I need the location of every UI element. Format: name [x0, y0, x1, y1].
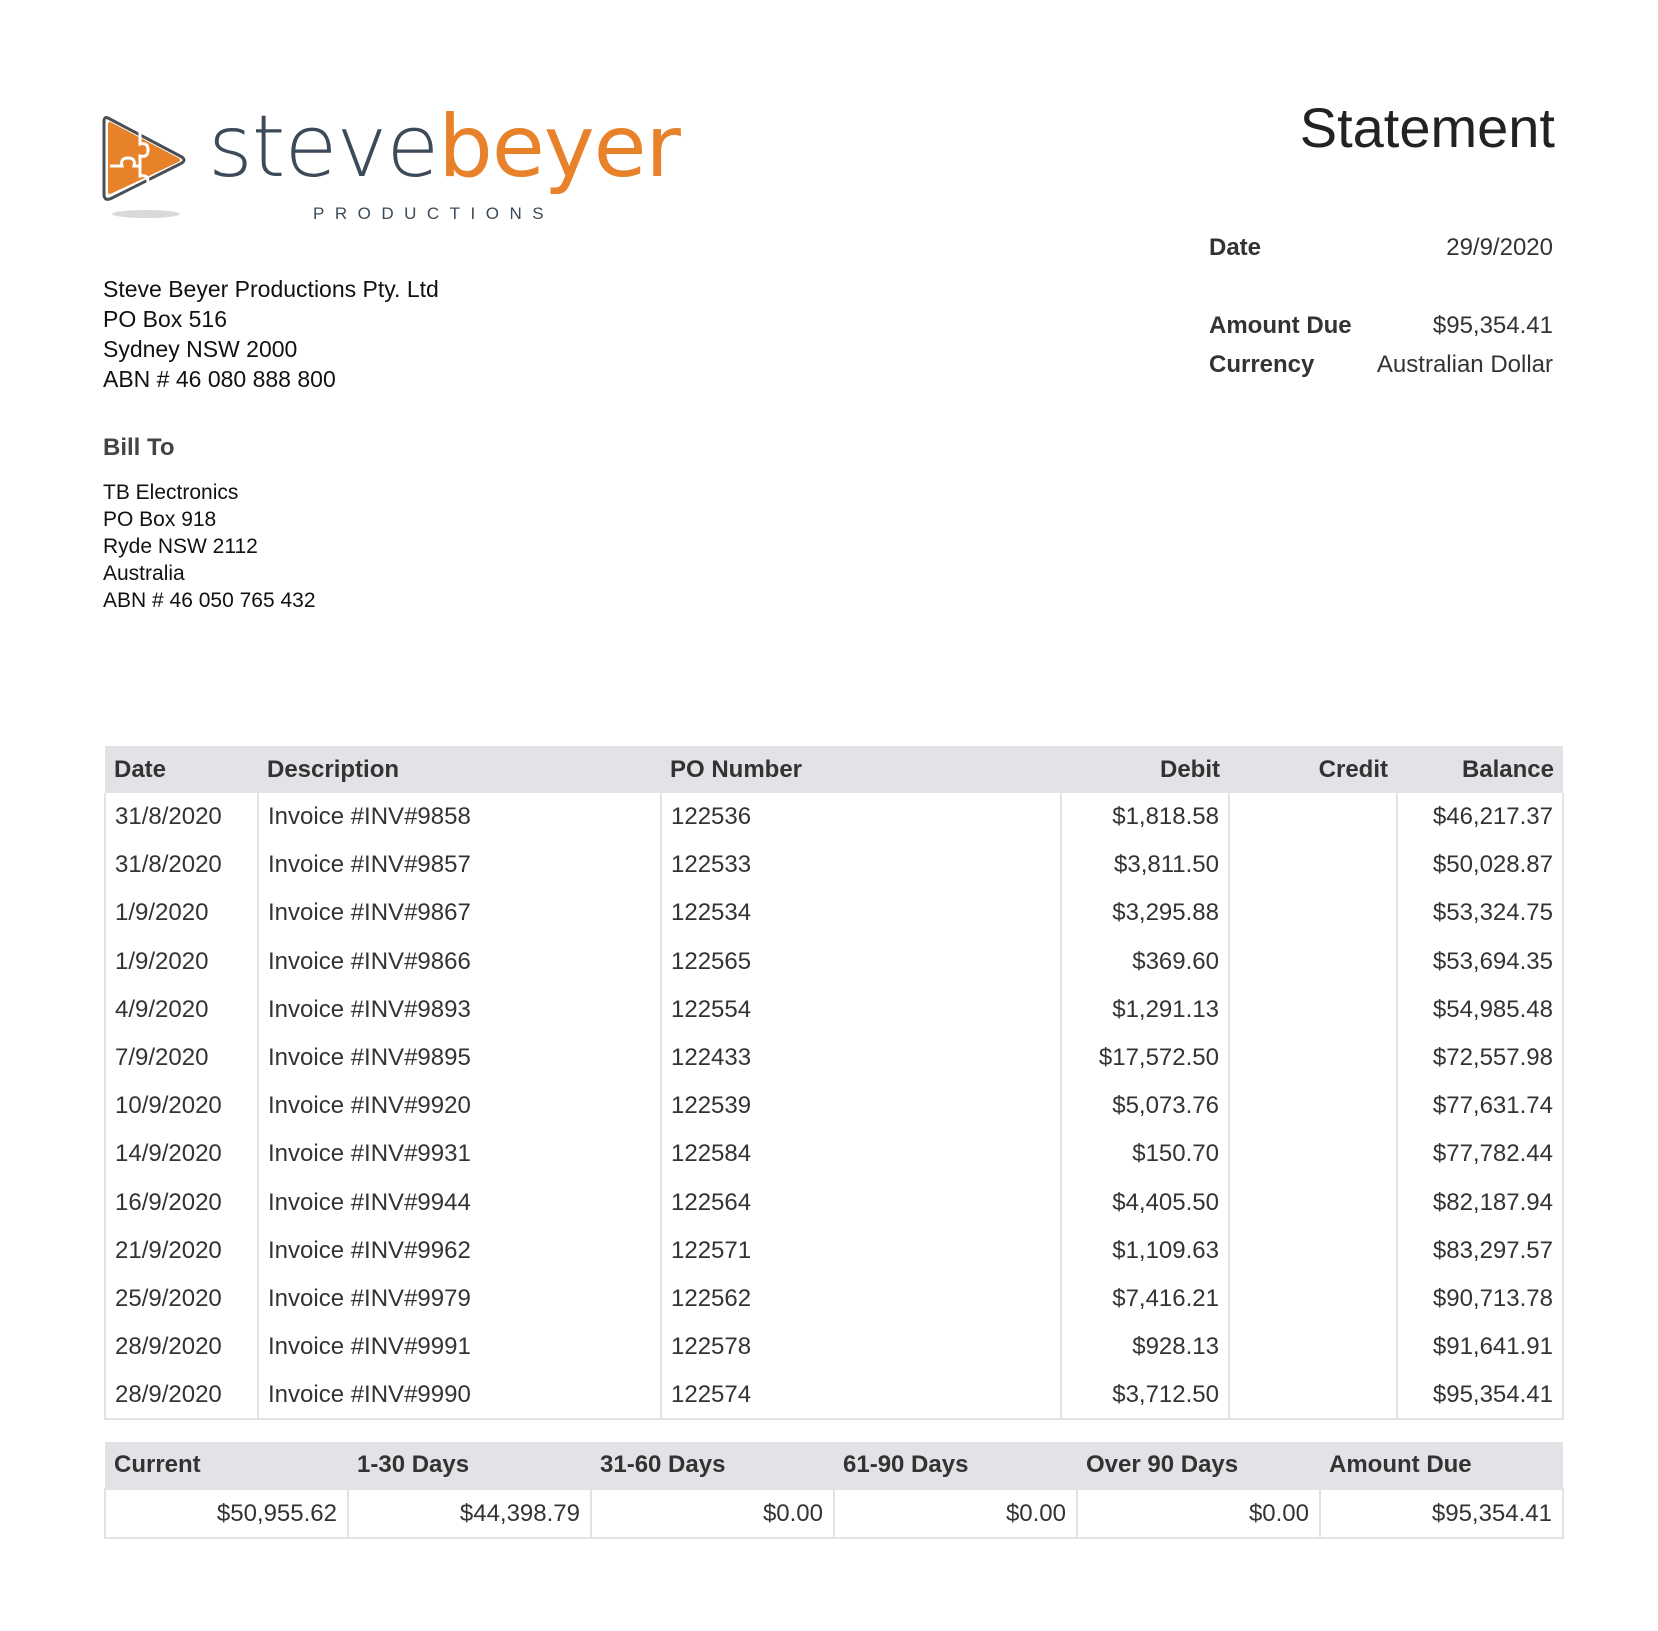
cell-date: 31/8/2020 — [105, 793, 258, 841]
meta-amount-due-value: $95,354.41 — [1432, 312, 1553, 339]
aging-header-1-30-days: 1-30 Days — [348, 1442, 591, 1489]
cell-debit: $928.13 — [1061, 1323, 1229, 1371]
aging-value-1-30-days: $44,398.79 — [348, 1489, 591, 1538]
cell-balance: $50,028.87 — [1397, 841, 1563, 889]
aging-header-row — [105, 1442, 1563, 1489]
aging-header-over-90-days: Over 90 Days — [1077, 1442, 1320, 1489]
aging-header-31-60-days: 31-60 Days — [591, 1442, 834, 1489]
cell-debit: $3,811.50 — [1061, 841, 1229, 889]
table-row — [105, 1275, 1563, 1323]
cell-description: Invoice #INV#9895 — [258, 1034, 661, 1082]
cell-date: 28/9/2020 — [105, 1371, 258, 1419]
bill-to-address — [103, 479, 316, 614]
aging-header-61-90-days: 61-90 Days — [834, 1442, 1077, 1489]
meta-date-row — [1209, 236, 1553, 264]
transactions-table — [104, 746, 1564, 1420]
brand-name-part2: beyer — [438, 97, 680, 197]
table-row — [105, 1179, 1563, 1227]
cell-description: Invoice #INV#9962 — [258, 1227, 661, 1275]
meta-date-value: 29/9/2020 — [1446, 234, 1553, 261]
cell-balance: $77,782.44 — [1397, 1130, 1563, 1178]
cell-po-number: 122554 — [661, 986, 1061, 1034]
company-address-line: PO Box 516 — [103, 306, 228, 332]
cell-date: 16/9/2020 — [105, 1179, 258, 1227]
cell-po-number: 122534 — [661, 889, 1061, 937]
cell-description: Invoice #INV#9991 — [258, 1323, 661, 1371]
aging-summary-table — [104, 1442, 1564, 1539]
column-header-balance: Balance — [1397, 746, 1563, 793]
cell-credit — [1229, 1082, 1397, 1130]
meta-currency-label: Currency — [1209, 351, 1315, 378]
cell-credit — [1229, 1323, 1397, 1371]
brand-tagline: PRODUCTIONS — [313, 204, 555, 223]
table-row — [105, 938, 1563, 986]
cell-balance: $91,641.91 — [1397, 1323, 1563, 1371]
cell-date: 10/9/2020 — [105, 1082, 258, 1130]
table-row — [105, 841, 1563, 889]
table-row — [105, 793, 1563, 841]
customer-country: Australia — [103, 562, 185, 585]
customer-name: TB Electronics — [103, 481, 239, 504]
cell-debit: $3,712.50 — [1061, 1371, 1229, 1419]
cell-credit — [1229, 1227, 1397, 1275]
aging-value-over-90-days: $0.00 — [1077, 1489, 1320, 1538]
table-row — [105, 1034, 1563, 1082]
cell-description: Invoice #INV#9893 — [258, 986, 661, 1034]
cell-debit: $1,109.63 — [1061, 1227, 1229, 1275]
cell-description: Invoice #INV#9920 — [258, 1082, 661, 1130]
table-row — [105, 1130, 1563, 1178]
customer-address-line: PO Box 918 — [103, 508, 217, 531]
meta-amount-due-row — [1209, 314, 1553, 342]
meta-date-label: Date — [1209, 234, 1262, 261]
cell-description: Invoice #INV#9857 — [258, 841, 661, 889]
cell-balance: $82,187.94 — [1397, 1179, 1563, 1227]
table-row — [105, 1082, 1563, 1130]
aging-header-current: Current — [105, 1442, 348, 1489]
cell-date: 31/8/2020 — [105, 841, 258, 889]
cell-credit — [1229, 889, 1397, 937]
cell-balance: $54,985.48 — [1397, 986, 1563, 1034]
cell-date: 4/9/2020 — [105, 986, 258, 1034]
document-title: Statement — [1299, 96, 1555, 159]
cell-credit — [1229, 986, 1397, 1034]
table-row — [105, 1323, 1563, 1371]
customer-address-line: Ryde NSW 2112 — [103, 535, 258, 558]
cell-credit — [1229, 1179, 1397, 1227]
column-header-debit: Debit — [1061, 746, 1229, 793]
cell-balance: $77,631.74 — [1397, 1082, 1563, 1130]
cell-date: 28/9/2020 — [105, 1323, 258, 1371]
cell-description: Invoice #INV#9866 — [258, 938, 661, 986]
cell-po-number: 122578 — [661, 1323, 1061, 1371]
cell-po-number: 122564 — [661, 1179, 1061, 1227]
cell-debit: $1,291.13 — [1061, 986, 1229, 1034]
cell-debit: $4,405.50 — [1061, 1179, 1229, 1227]
table-header-row — [105, 746, 1563, 793]
cell-balance: $95,354.41 — [1397, 1371, 1563, 1419]
brand-wordmark — [208, 97, 680, 197]
cell-credit — [1229, 938, 1397, 986]
cell-po-number: 122565 — [661, 938, 1061, 986]
aging-value-61-90-days: $0.00 — [834, 1489, 1077, 1538]
cell-balance: $46,217.37 — [1397, 793, 1563, 841]
brand-name-part1: steve — [208, 97, 439, 197]
cell-balance: $90,713.78 — [1397, 1275, 1563, 1323]
meta-amount-due-label: Amount Due — [1209, 312, 1352, 339]
bill-to-heading: Bill To — [103, 434, 175, 461]
cell-credit — [1229, 841, 1397, 889]
company-abn: ABN # 46 080 888 800 — [103, 366, 336, 392]
meta-currency-value: Australian Dollar — [1376, 351, 1553, 378]
cell-balance: $83,297.57 — [1397, 1227, 1563, 1275]
column-header-credit: Credit — [1229, 746, 1397, 793]
cell-date: 21/9/2020 — [105, 1227, 258, 1275]
cell-balance: $72,557.98 — [1397, 1034, 1563, 1082]
table-row — [105, 1227, 1563, 1275]
table-row — [105, 986, 1563, 1034]
cell-date: 1/9/2020 — [105, 938, 258, 986]
meta-currency-row — [1209, 353, 1553, 381]
cell-balance: $53,324.75 — [1397, 889, 1563, 937]
cell-description: Invoice #INV#9858 — [258, 793, 661, 841]
aging-value-31-60-days: $0.00 — [591, 1489, 834, 1538]
cell-credit — [1229, 793, 1397, 841]
cell-po-number: 122571 — [661, 1227, 1061, 1275]
table-row — [105, 889, 1563, 937]
cell-debit: $369.60 — [1061, 938, 1229, 986]
column-header-po-number: PO Number — [661, 746, 1061, 793]
cell-debit: $5,073.76 — [1061, 1082, 1229, 1130]
cell-po-number: 122433 — [661, 1034, 1061, 1082]
customer-abn: ABN # 46 050 765 432 — [103, 589, 316, 612]
cell-debit: $17,572.50 — [1061, 1034, 1229, 1082]
cell-po-number: 122584 — [661, 1130, 1061, 1178]
cell-description: Invoice #INV#9979 — [258, 1275, 661, 1323]
cell-description: Invoice #INV#9931 — [258, 1130, 661, 1178]
cell-balance: $53,694.35 — [1397, 938, 1563, 986]
cell-credit — [1229, 1371, 1397, 1419]
cell-description: Invoice #INV#9990 — [258, 1371, 661, 1419]
aging-header-amount-due: Amount Due — [1320, 1442, 1563, 1489]
cell-date: 1/9/2020 — [105, 889, 258, 937]
cell-po-number: 122539 — [661, 1082, 1061, 1130]
play-triangle-puzzle-icon — [100, 110, 192, 222]
cell-date: 25/9/2020 — [105, 1275, 258, 1323]
cell-date: 14/9/2020 — [105, 1130, 258, 1178]
cell-description: Invoice #INV#9944 — [258, 1179, 661, 1227]
cell-po-number: 122536 — [661, 793, 1061, 841]
column-header-date: Date — [105, 746, 258, 793]
cell-credit — [1229, 1275, 1397, 1323]
company-logo — [100, 97, 700, 230]
cell-date: 7/9/2020 — [105, 1034, 258, 1082]
aging-value-current: $50,955.62 — [105, 1489, 348, 1538]
table-row — [105, 1371, 1563, 1419]
cell-credit — [1229, 1130, 1397, 1178]
company-name: Steve Beyer Productions Pty. Ltd — [103, 276, 439, 302]
cell-debit: $3,295.88 — [1061, 889, 1229, 937]
cell-credit — [1229, 1034, 1397, 1082]
cell-debit: $150.70 — [1061, 1130, 1229, 1178]
column-header-description: Description — [258, 746, 661, 793]
aging-value-amount-due: $95,354.41 — [1320, 1489, 1563, 1538]
cell-debit: $1,818.58 — [1061, 793, 1229, 841]
cell-po-number: 122562 — [661, 1275, 1061, 1323]
cell-description: Invoice #INV#9867 — [258, 889, 661, 937]
company-address-line: Sydney NSW 2000 — [103, 336, 298, 362]
cell-debit: $7,416.21 — [1061, 1275, 1229, 1323]
cell-po-number: 122533 — [661, 841, 1061, 889]
aging-values-row — [105, 1489, 1563, 1538]
cell-po-number: 122574 — [661, 1371, 1061, 1419]
company-address — [103, 274, 439, 394]
